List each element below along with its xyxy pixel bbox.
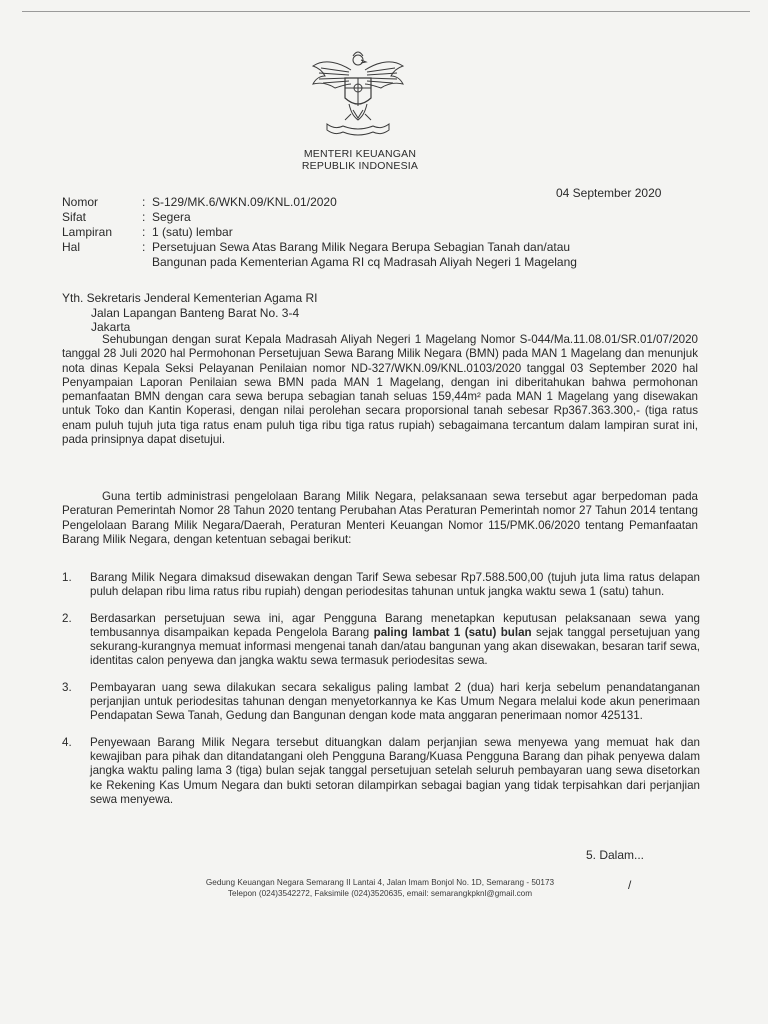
ministry-title: MENTERI KEUANGAN xyxy=(303,148,417,160)
list-text-part: sejak tanggal persetujuan yang sekurang-kurangnya memuat informasi mengenai tanah dan/atau bangunan yang akan disewakan, besaran tarif sewa, identitas calon penyewa dan jangka waktu sewa termasuk periodesitas sewa. xyxy=(90,625,701,668)
top-scan-edge xyxy=(22,11,750,12)
page-continuation: 5. Dalam... xyxy=(586,848,645,862)
lampiran-colon: : xyxy=(142,225,146,239)
footer-line-2: Telepon (024)3542272, Faksimile (024)3520635, email: semarangkpknl@gmail.com xyxy=(227,889,533,898)
footer-address xyxy=(120,877,640,899)
list-text: Pembayaran uang sewa dilakukan secara sekaligus paling lambat 2 (dua) hari kerja sebelum penandatanganan perjanjian untuk periodesitas tahunan dengan menyetorkannya ke Kas Umum Negara melalui kode akun penerimaan Pendapatan Sewa Tanah, Gedung dan Bangunan dengan kode mata anggaran penerimaan nomor 425131. xyxy=(90,680,700,723)
provisions-list xyxy=(62,571,700,819)
letter-date: 04 September 2020 xyxy=(556,186,662,200)
paragraph-text: Sehubungan dengan surat Kepala Madrasah Aliyah Negeri 1 Magelang Nomor S-044/Ma.11.08.01/SR.01/07/2020 tanggal 28 Juli 2020 hal Permohonan Persetujuan Sewa Barang Milik Negara (BMN) pada MAN 1 Magelang dan menunjuk nota dinas Kepala Seksi Pelayanan Penilaian nomor ND-327/WKN.09/KNL.0103/2020 tanggal 03 September 2020 hal Penyampaian Laporan Penilaian sewa BMN pada MAN 1 Magelang, dengan ini diberitahukan bahwa permohonan pemanfaatan BMN dengan cara sewa berupa sebagian tanah seluas 159,44m² pada MAN 1 Magelang yang disewakan untuk Toko dan Kantin Koperasi, dengan nilai perolehan secara proporsional tanah sebesar Rp367.363.300,- (tiga ratus enam puluh tujuh juta tiga ratus enam puluh tiga ribu tiga ratus rupiah) sebagaimana tercantum dalam lampiran surat ini, pada prinsipnya dapat disetujui. xyxy=(62,333,698,447)
nomor-colon: : xyxy=(142,195,146,209)
addressee-block xyxy=(62,291,317,335)
list-number: 1. xyxy=(62,571,72,584)
list-item xyxy=(62,736,700,807)
nomor-label: Nomor xyxy=(62,195,99,209)
hal-colon: : xyxy=(142,240,146,254)
list-item xyxy=(62,571,700,600)
body-paragraph-1 xyxy=(62,333,698,447)
hal-row xyxy=(62,240,577,255)
hal-value-line2: Bangunan pada Kementerian Agama RI cq Madrasah Aliyah Negeri 1 Magelang xyxy=(152,255,577,269)
hal-value-line1: Persetujuan Sewa Atas Barang Milik Negara Berupa Sebagian Tanah dan/atau xyxy=(152,240,571,254)
addressee-name: Yth. Sekretaris Jenderal Kementerian Agama RI xyxy=(62,291,318,305)
sifat-value: Segera xyxy=(152,210,191,224)
paragraph-text: Guna tertib administrasi pengelolaan Barang Milik Negara, pelaksanaan sewa tersebut agar berpedoman pada Peraturan Pemerintah Nomor 28 Tahun 2020 tentang Perubahan Atas Peraturan Pemerintah nomor 27 Tahun 2014 tentang Pengelolaan Barang Milik Negara/Daerah, Peraturan Menteri Keuangan Nomor 115/PMK.06/2020 tentang Pemanfaatan Barang Milik Negara, dengan ketentuan sebagai berikut: xyxy=(62,490,698,546)
list-number: 2. xyxy=(62,611,72,625)
list-item xyxy=(62,612,700,669)
list-number: 3. xyxy=(62,680,72,694)
footer-mark: / xyxy=(628,878,632,892)
list-text: Barang Milik Negara dimaksud disewakan dengan Tarif Sewa sebesar Rp7.588.500,00 (tujuh juta lima ratus delapan puluh delapan ribu lima ratus ribu rupiah) dengan periodesitas tahunan untuk jangka waktu sewa 1 (satu) tahun. xyxy=(90,571,700,599)
sifat-colon: : xyxy=(142,210,146,224)
addressee-city: Jakarta xyxy=(91,320,131,334)
list-text-bold: paling lambat 1 (satu) bulan xyxy=(373,625,532,639)
nomor-value: S-129/MK.6/WKN.09/KNL.01/2020 xyxy=(152,195,337,209)
nomor-row xyxy=(62,195,577,210)
lampiran-row xyxy=(62,225,577,240)
list-item xyxy=(62,681,700,724)
ministry-header xyxy=(290,148,430,172)
list-text: Penyewaan Barang Milik Negara tersebut dituangkan dalam perjanjian sewa menyewa yang memuat hak dan kewajiban para pihak dan ditandatangani oleh Pengguna Barang/Kuasa Pengguna Barang dan pihak penyewa dalam jangka waktu paling lama 3 (tiga) bulan sejak tanggal persetujuan setelah seluruh pembayaran uang sewa disetorkan ke Rekening Kas Umum Negara dan bukti setoran dilampirkan sebagai bagian yang tidak terpisahkan dari perjanjian sewa menyewa. xyxy=(90,735,700,806)
letter-metadata xyxy=(62,195,577,270)
republic-title: REPUBLIK INDONESIA xyxy=(301,160,419,172)
sifat-label: Sifat xyxy=(62,210,87,224)
footer-line-1: Gedung Keuangan Negara Semarang II Lantai 4, Jalan Imam Bonjol No. 1D, Semarang - 50173 xyxy=(205,878,555,887)
list-number: 4. xyxy=(62,735,72,749)
body-paragraph-2 xyxy=(62,490,698,547)
garuda-emblem-icon xyxy=(305,48,411,138)
addressee-street: Jalan Lapangan Banteng Barat No. 3-4 xyxy=(91,305,300,320)
hal-label: Hal xyxy=(62,240,81,254)
lampiran-value: 1 (satu) lembar xyxy=(152,225,233,239)
list-text-part: Berdasarkan persetujuan sewa ini, agar Pengguna Barang menetapkan keputusan pelaksanaan sewa yang tembusannya disampaikan kepada Pengelola Barang xyxy=(90,611,700,639)
sifat-row xyxy=(62,210,577,225)
list-text xyxy=(90,612,700,669)
lampiran-label: Lampiran xyxy=(62,225,113,239)
